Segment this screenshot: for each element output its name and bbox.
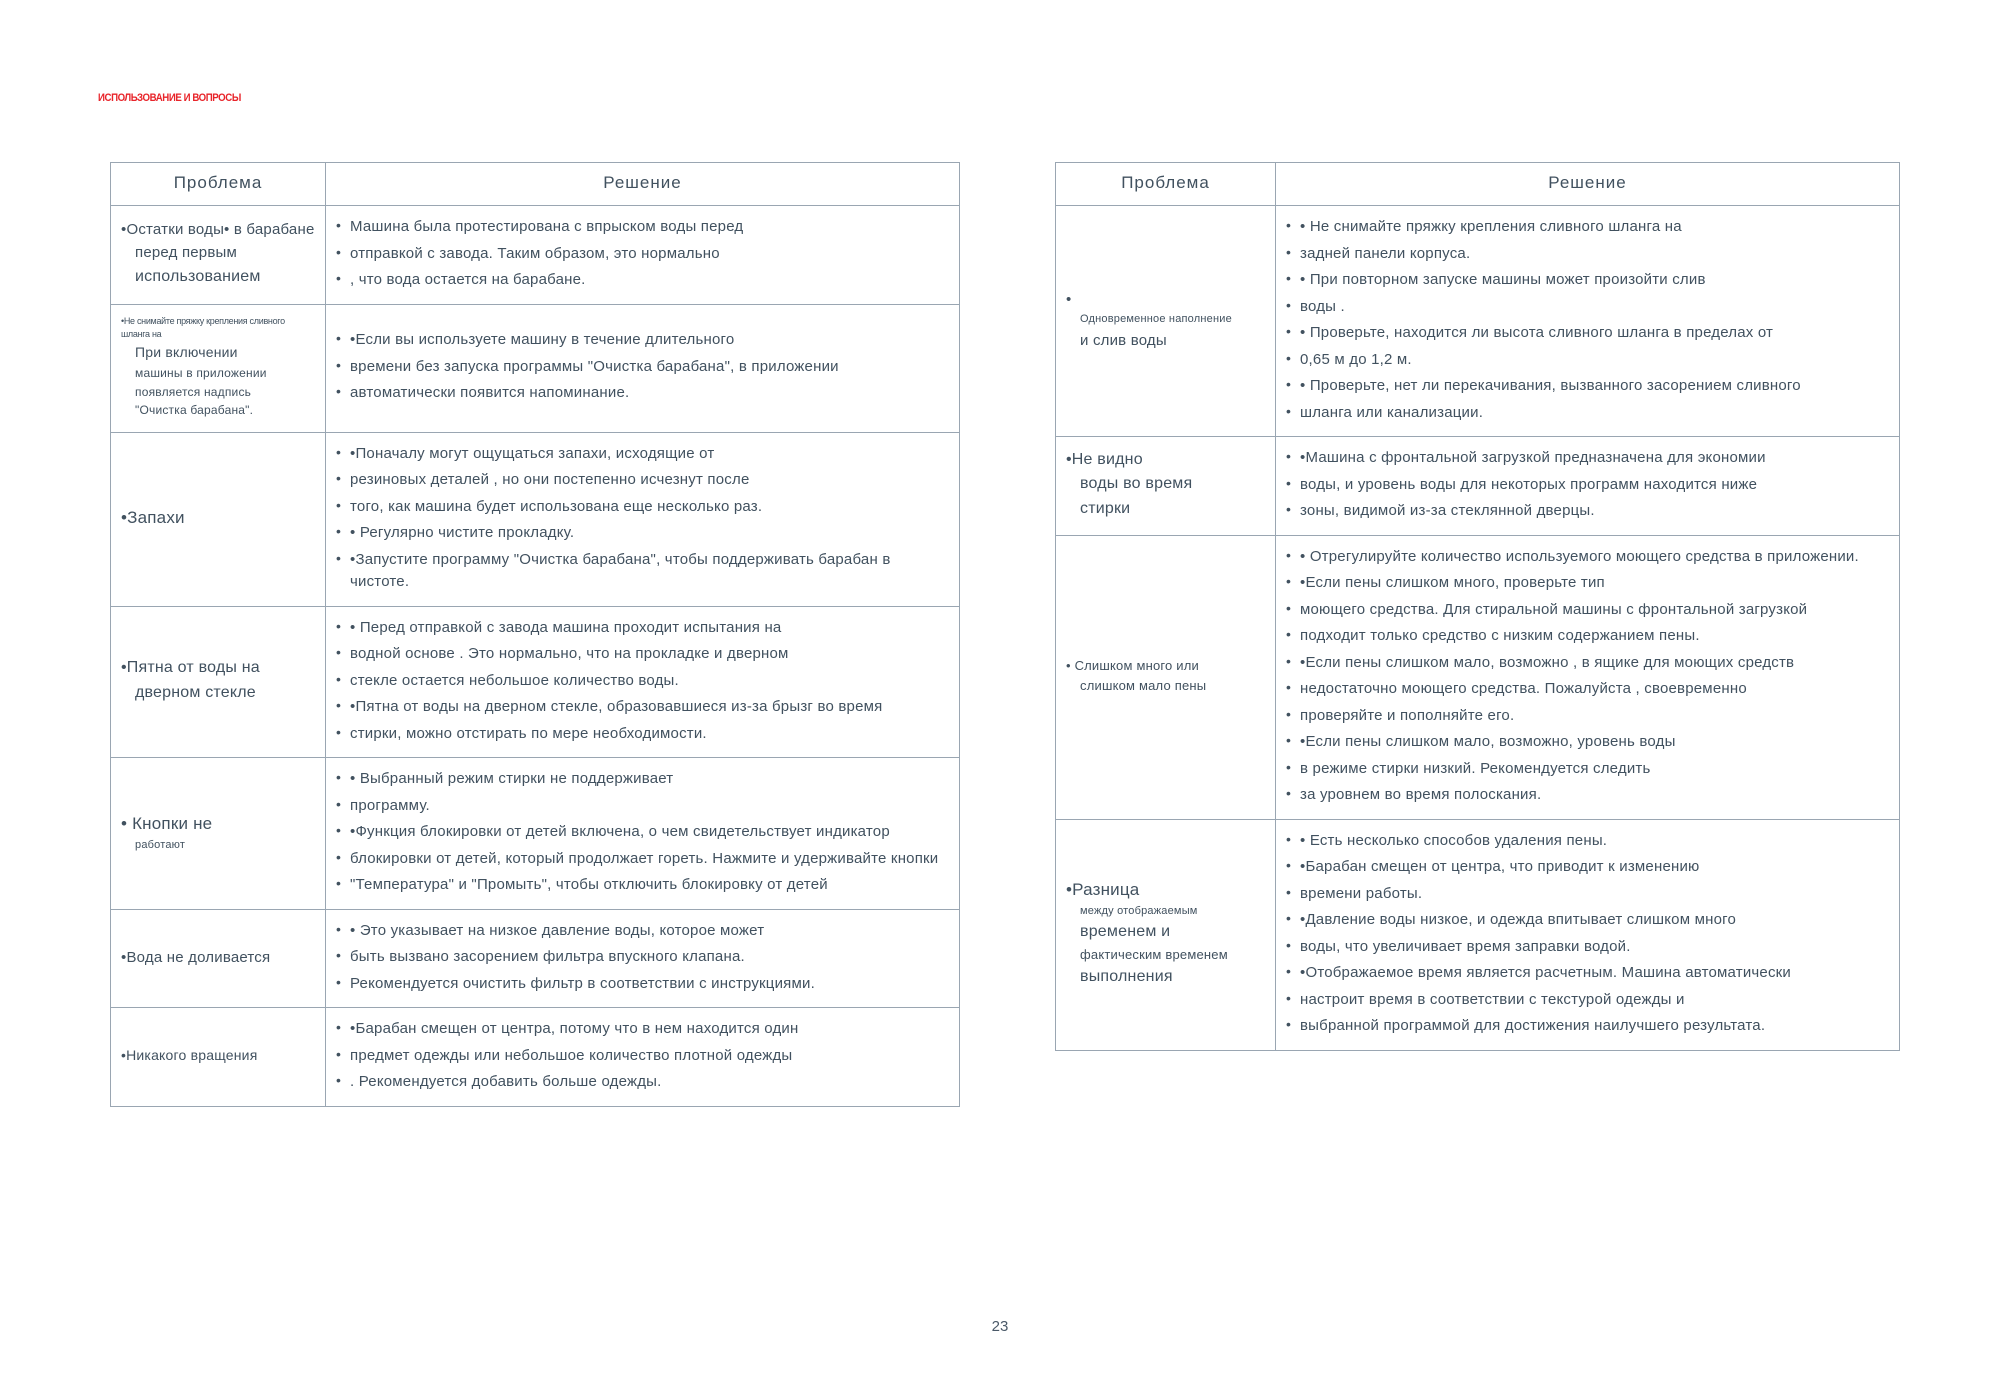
problem-line: перед первым (135, 244, 238, 262)
problem-line: При включении (135, 344, 238, 361)
problem-line: • Кнопки не (121, 813, 213, 833)
problem-cell (111, 432, 326, 606)
problem-cell (111, 1008, 326, 1107)
header-solution: Решение (1276, 163, 1900, 206)
solution-line: • стирки, можно отстирать по мере необходимости. (336, 723, 949, 746)
problem-cell (1056, 535, 1276, 819)
solution-line: • выбранной программой для достижения наилучшего результата. (1286, 1015, 1889, 1038)
solution-list (336, 329, 949, 405)
solution-line: • •Если пены слишком много, проверьте тип (1286, 572, 1889, 595)
solution-cell (326, 758, 960, 910)
solution-cell (1276, 819, 1900, 1050)
solution-line: • водной основе . Это нормально, что на прокладке и дверном (336, 643, 949, 666)
header-problem: Проблема (1056, 163, 1276, 206)
solution-list (1286, 216, 1889, 424)
solution-line: • •Если пены слишком мало, возможно , в ящике для моющих средств (1286, 652, 1889, 675)
solution-line: • •Если пены слишком мало, возможно, уровень воды (1286, 731, 1889, 754)
table-header-row (1056, 163, 1900, 206)
problem-line: дверном стекле (135, 684, 256, 702)
problem-line: •Пятна от воды на (121, 659, 260, 677)
solution-line: • •Барабан смещен от центра, что приводит к изменению (1286, 856, 1889, 879)
solution-list (336, 617, 949, 746)
solution-line: • резиновых деталей , но они постепенно исчезнут после (336, 469, 949, 492)
solution-line: • программу. (336, 795, 949, 818)
solution-line: • • Проверьте, находится ли высота сливного шланга в пределах от (1286, 322, 1889, 345)
table-header-row (111, 163, 960, 206)
solution-line: • настроит время в соответствии с текстурой одежды и (1286, 989, 1889, 1012)
problem-line: •Не снимайте пряжку крепления сливного шланга на (121, 315, 285, 340)
left-column (110, 162, 960, 1107)
solution-line: • предмет одежды или небольшое количество плотной одежды (336, 1045, 949, 1068)
header-problem: Проблема (111, 163, 326, 206)
solution-line: • шланга или канализации. (1286, 402, 1889, 425)
solution-cell (326, 606, 960, 758)
solution-cell (326, 206, 960, 305)
solution-line: • Машина была протестирована с впрыском воды перед (336, 216, 949, 239)
problem-line: • (1066, 291, 1072, 309)
solution-list (336, 443, 949, 594)
problem-line: стирки (1080, 500, 1131, 518)
solution-list (336, 216, 949, 292)
problem-line: Одновременное наполнение (1080, 313, 1232, 326)
table-row (111, 304, 960, 432)
problem-line: •Запахи (121, 508, 185, 528)
table-row (111, 606, 960, 758)
solution-line: • воды, что увеличивает время заправки водой. (1286, 936, 1889, 959)
solution-line: • блокировки от детей, который продолжает гореть. Нажмите и удерживайте кнопки (336, 848, 949, 871)
table-row (111, 432, 960, 606)
solution-cell (326, 909, 960, 1008)
solution-line: • задней панели корпуса. (1286, 243, 1889, 266)
problem-line: машины в приложении (135, 366, 267, 381)
problem-line: между отображаемым (1080, 905, 1198, 918)
problem-line: •Остатки воды• в барабане (121, 221, 315, 239)
solution-line: • • Перед отправкой с завода машина проходит испытания на (336, 617, 949, 640)
problem-cell (111, 304, 326, 432)
solution-line: • времени без запуска программы "Очистка барабана", в приложении (336, 356, 949, 379)
problem-line: •Разница (1066, 879, 1140, 899)
solution-line: • в режиме стирки низкий. Рекомендуется следить (1286, 758, 1889, 781)
problem-cell (111, 606, 326, 758)
solution-list (1286, 830, 1889, 1038)
solution-line: • •Функция блокировки от детей включена, о чем свидетельствует индикатор (336, 821, 949, 844)
problem-line: слишком мало пены (1080, 678, 1207, 693)
problem-cell (111, 909, 326, 1008)
solution-line: • •Поначалу могут ощущаться запахи, исходящие от (336, 443, 949, 466)
solution-line: • "Температура" и "Промыть", чтобы отключить блокировку от детей (336, 874, 949, 897)
solution-cell (326, 1008, 960, 1107)
problem-line: работают (135, 839, 186, 852)
solution-line: • отправкой с завода. Таким образом, это нормально (336, 243, 949, 266)
problem-line: •Никакого вращения (121, 1047, 258, 1064)
solution-list (1286, 447, 1889, 523)
solution-line: • проверяйте и пополняйте его. (1286, 705, 1889, 728)
solution-cell (326, 304, 960, 432)
solution-cell (326, 432, 960, 606)
troubleshooting-table-right (1055, 162, 1900, 1051)
solution-line: • • При повторном запуске машины может произойти слив (1286, 269, 1889, 292)
solution-cell (1276, 437, 1900, 536)
solution-line: • автоматически появится напоминание. (336, 382, 949, 405)
problem-line: фактическим временем (1080, 947, 1228, 963)
problem-line: и слив воды (1080, 331, 1167, 349)
solution-line: • воды, и уровень воды для некоторых программ находится ниже (1286, 474, 1889, 497)
header-solution: Решение (326, 163, 960, 206)
problem-cell (1056, 206, 1276, 437)
solution-line: • • Отрегулируйте количество используемого моющего средства в приложении. (1286, 546, 1889, 569)
solution-list (1286, 546, 1889, 807)
page-number: 23 (991, 1318, 1009, 1335)
problem-line: "Очистка барабана". (135, 403, 254, 418)
solution-line: • •Барабан смещен от центра, потому что в нем находится один (336, 1018, 949, 1041)
problem-line: •Не видно (1066, 450, 1143, 468)
solution-line: • быть вызвано засорением фильтра впускного клапана. (336, 946, 949, 969)
solution-line: • подходит только средство с низким содержанием пены. (1286, 625, 1889, 648)
solution-line: • времени работы. (1286, 883, 1889, 906)
solution-line: • воды . (1286, 296, 1889, 319)
page-heading: ИСПОЛЬЗОВАНИЕ И ВОПРОСЫ (98, 92, 241, 104)
solution-line: • •Запустите программу "Очистка барабана", чтобы поддерживать барабан в чистоте. (336, 549, 949, 594)
solution-line: • того, как машина будет использована еще несколько раз. (336, 496, 949, 519)
solution-line: • • Проверьте, нет ли перекачивания, вызванного засорением сливного (1286, 375, 1889, 398)
solution-list (336, 768, 949, 897)
table-row (1056, 437, 1900, 536)
problem-line: •Вода не доливается (121, 948, 271, 966)
problem-cell (111, 758, 326, 910)
table-row (111, 1008, 960, 1107)
solution-line: • • Регулярно чистите прокладку. (336, 522, 949, 545)
solution-line: • , что вода остается на барабане. (336, 269, 949, 292)
solution-list (336, 920, 949, 996)
troubleshooting-table-left (110, 162, 960, 1107)
solution-line: • •Отображаемое время является расчетным. Машина автоматически (1286, 962, 1889, 985)
table-row (111, 909, 960, 1008)
problem-line: выполнения (1080, 968, 1173, 986)
solution-line: • недостаточно моющего средства. Пожалуйста , своевременно (1286, 678, 1889, 701)
solution-line: • за уровнем во время полоскания. (1286, 784, 1889, 807)
solution-line: • •Давление воды низкое, и одежда впитывает слишком много (1286, 909, 1889, 932)
table-row (111, 758, 960, 910)
solution-line: • •Если вы используете машину в течение длительного (336, 329, 949, 352)
solution-line: • • Есть несколько способов удаления пены. (1286, 830, 1889, 853)
table-row (1056, 819, 1900, 1050)
solution-line: • • Выбранный режим стирки не поддерживает (336, 768, 949, 791)
solution-line: • зоны, видимой из-за стеклянной дверцы. (1286, 500, 1889, 523)
problem-cell (1056, 437, 1276, 536)
solution-cell (1276, 206, 1900, 437)
solution-line: • • Не снимайте пряжку крепления сливного шланга на (1286, 216, 1889, 239)
problem-cell (111, 206, 326, 305)
solution-line: • •Пятна от воды на дверном стекле, образовавшиеся из-за брызг во время (336, 696, 949, 719)
solution-cell (1276, 535, 1900, 819)
solution-line: • моющего средства. Для стиральной машины с фронтальной загрузкой (1286, 599, 1889, 622)
problem-line: воды во время (1080, 475, 1193, 493)
solution-line: • 0,65 м до 1,2 м. (1286, 349, 1889, 372)
problem-line: использованием (135, 267, 261, 285)
solution-line: • стекле остается небольшое количество воды. (336, 670, 949, 693)
table-row (1056, 535, 1900, 819)
problem-line: временем и (1080, 923, 1171, 941)
problem-line: • Слишком много или (1066, 657, 1199, 673)
right-column (1055, 162, 1900, 1051)
table-row (111, 206, 960, 305)
solution-line: • . Рекомендуется добавить больше одежды. (336, 1071, 949, 1094)
table-row (1056, 206, 1900, 437)
solution-line: • Рекомендуется очистить фильтр в соответствии с инструкциями. (336, 973, 949, 996)
problem-cell (1056, 819, 1276, 1050)
solution-list (336, 1018, 949, 1094)
solution-line: • • Это указывает на низкое давление воды, которое может (336, 920, 949, 943)
solution-line: • •Машина с фронтальной загрузкой предназначена для экономии (1286, 447, 1889, 470)
problem-line: появляется надпись (135, 384, 252, 399)
